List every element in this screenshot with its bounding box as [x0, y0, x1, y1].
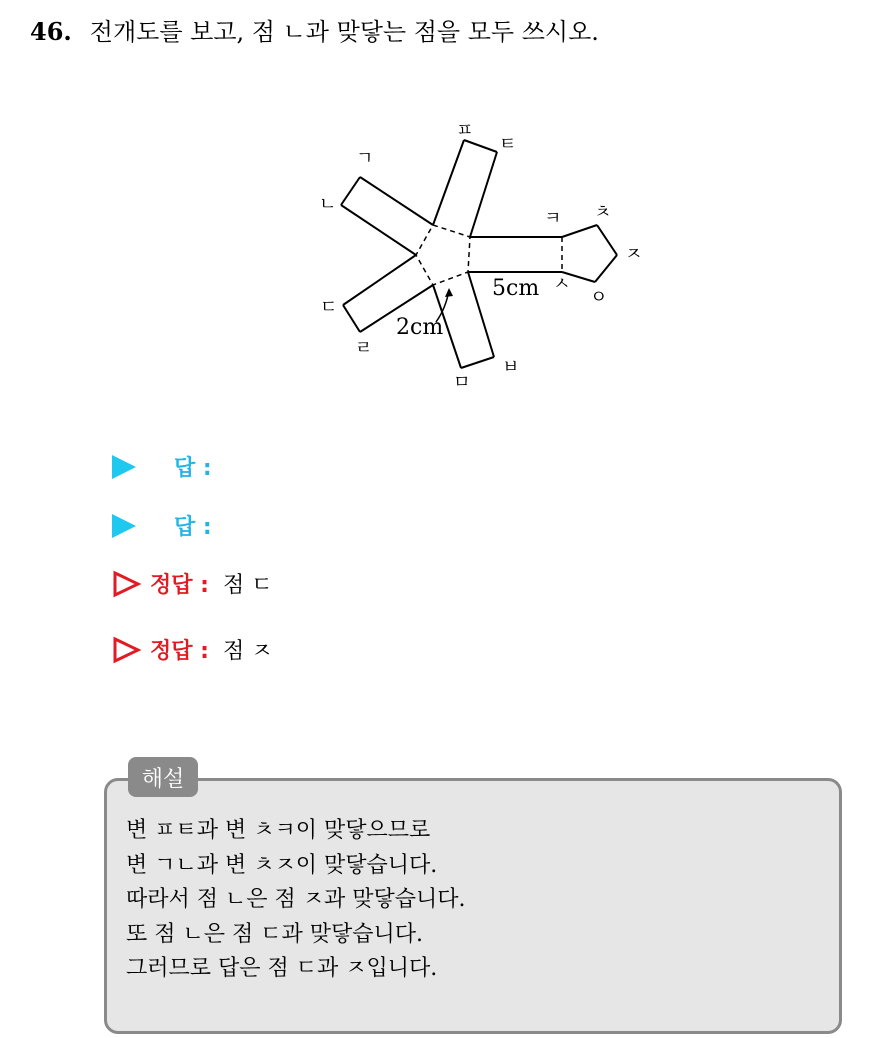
label-kieuk: ㅋ [544, 208, 562, 229]
explanation-tab: 해설 [128, 757, 198, 797]
answer-label-1: 답 : [174, 456, 212, 481]
label-tieut: ㅌ [499, 134, 517, 155]
label-jieut: ㅈ [625, 244, 643, 265]
outline-triangle-icon [112, 636, 142, 664]
label-chieut: ㅊ [594, 202, 612, 223]
label-ieung: ㅇ [590, 287, 608, 308]
correct-label-2: 정답 : [150, 639, 209, 664]
explanation-text [126, 814, 466, 987]
question-text: 전개도를 보고, 점 ㄴ과 맞닿는 점을 모두 쓰시오. [89, 18, 599, 46]
correct-answer-row-1 [112, 568, 272, 599]
explanation-line: 또 점 ㄴ은 점 ㄷ과 맞닿습니다. [126, 921, 423, 947]
label-siot: ㅅ [553, 274, 571, 295]
answer-row-1 [112, 451, 212, 482]
label-bieup: ㅂ [502, 357, 520, 378]
dimension-5cm: 5cm [492, 276, 540, 301]
question-number: 46. [30, 17, 72, 46]
correct-value-2: 점 ㅈ [222, 639, 273, 664]
correct-value-1: 점 ㄷ [222, 573, 273, 598]
outline-triangle-icon [112, 570, 142, 598]
label-giyeok: ㄱ [356, 148, 374, 169]
answer-label-2: 답 : [174, 515, 212, 540]
label-rieul: ㄹ [355, 338, 373, 359]
explanation-line: 그러므로 답은 점 ㄷ과 ㅈ입니다. [126, 956, 438, 981]
label-digeut: ㄷ [320, 297, 338, 318]
correct-label-1: 정답 : [150, 573, 209, 598]
answer-row-2 [112, 510, 212, 541]
play-triangle-icon [112, 514, 136, 538]
label-mieum: ㅁ [453, 372, 471, 393]
play-triangle-icon [112, 455, 136, 479]
label-pieup: ㅍ [456, 120, 474, 141]
explanation-line: 변 ㅍㅌ과 변 ㅊㅋ이 맞닿으므로 [126, 818, 431, 843]
dimension-2cm: 2cm [396, 315, 444, 340]
explanation-line: 변 ㄱㄴ과 변 ㅊㅈ이 맞닿습니다. [126, 852, 438, 878]
pyramid-net-figure [0, 0, 884, 420]
explanation-line: 따라서 점 ㄴ은 점 ㅈ과 맞닿습니다. [126, 887, 466, 912]
correct-answer-row-2 [112, 634, 272, 665]
label-nieun: ㄴ [319, 194, 337, 215]
